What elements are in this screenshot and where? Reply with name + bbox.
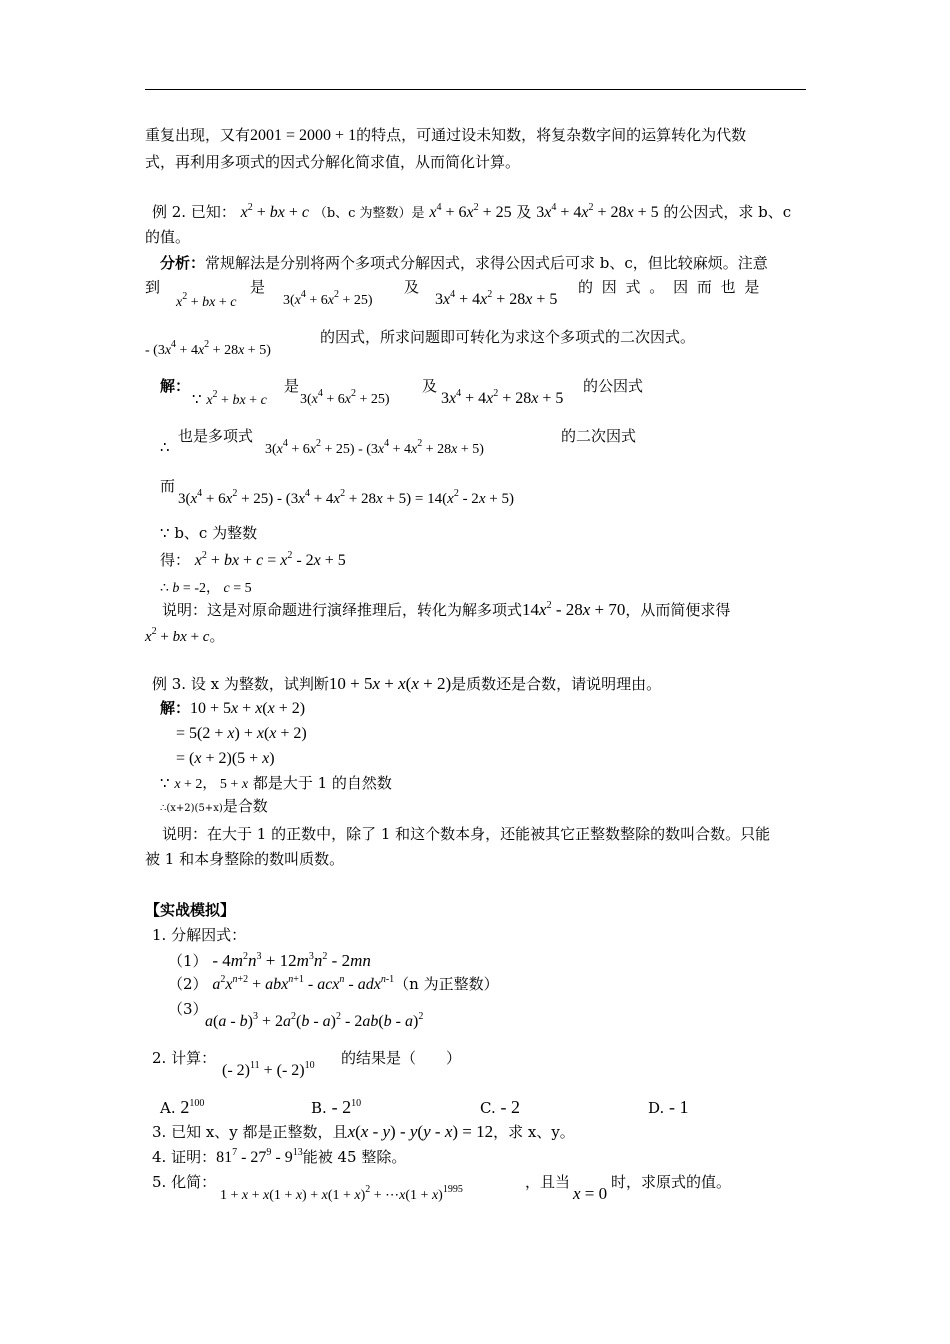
sol-gongyinshi: 的公因式 bbox=[583, 377, 644, 395]
analysis-poly-4: - $(3x^4 + 4x^2 + 28x + 5)$ bbox=[145, 339, 271, 358]
q1-part1: $(1) - 4m^2n^3 + 12m^3n^2 - 2mn$ bbox=[168, 951, 371, 970]
analysis-shi: 是 bbox=[250, 278, 266, 296]
ex3-step-3: = (x + 2)(5 + x) bbox=[176, 750, 275, 767]
q4: 4. 证明：$81^7 - 27^9 - 9^{13}$能被 45 整除。 bbox=[152, 1147, 407, 1166]
practice-title: 【实战模拟】 bbox=[145, 901, 236, 919]
sol-values: ∴ b = -2， c = 5 bbox=[160, 581, 252, 596]
q1-part2: （2） $a^2x^{n+2} + abx^{n+1} - acx^n - adx^{n-1}(n$ 为正整数） bbox=[168, 974, 499, 993]
analysis-line-3: 的因式，所求问题即可转化为求这个多项式的二次因式。 bbox=[320, 328, 696, 346]
analysis-line-1: 分析：常规解法是分别将两个多项式分解因式，求得公因式后可求 b、c，但比较麻烦。注意 bbox=[160, 254, 768, 272]
sol-poly-result: $3(x^4 + 6x^2 + 25) - (3x^4 + 4x^2 + 28x + 5) = 14(x^2 - 2x + 5)$ bbox=[178, 488, 514, 507]
analysis-ji: 及 bbox=[404, 278, 420, 296]
q2-option-d: D. - 1 bbox=[648, 1097, 689, 1117]
analysis-poly-2: $3(x^4 + 6x^2 + 25)$ bbox=[283, 289, 373, 308]
q1-part3: $a(a - b)^3 + 2a^2(b - a)^2 - 2ab(b - a)^2$ bbox=[205, 1011, 424, 1030]
sol-ji: 及 bbox=[422, 377, 438, 395]
q5-mid: ，且当 bbox=[525, 1173, 571, 1191]
q2-expr: (- 2)$^{11}$ + (- 2)$^{10}$ bbox=[222, 1060, 315, 1079]
sol-result: 得： $x^2$ + bx + $c = x^2 - 2x + 5$ bbox=[160, 550, 346, 569]
ex2-note-end: $x^2$ + bx + c。 bbox=[145, 626, 225, 645]
sol-poly-diff: $3(x^4 + 6x^2 + 25) - (3x^4 + 4x^2 + 28x + 5)$ bbox=[265, 438, 484, 457]
example2-statement: 例 2. 已知： $x^2$ + bx + c （b、c 为整数）是 $x^4 + 6x^2 + 25$ 及 $3x^4 + 4x^2 + 28x + 5$ 的公因式，求 b、c bbox=[152, 202, 792, 221]
q5-expr: $1 + x + x(1 + x) + x(1 + x)^2$ + ⋯x(1 + x)$^{1995}$ bbox=[220, 1184, 463, 1203]
example3-statement: 例 3. 设 x 为整数，试判断10 + 5x + x(x + 2)是质数还是合数，请说明理由。 bbox=[152, 674, 662, 693]
q2-option-b: B. - $2^{10}$ bbox=[311, 1097, 362, 1117]
because-symbol: ∵ $x^2$ + bx + c bbox=[192, 389, 267, 408]
q2-option-a: A. $2^{100}$ bbox=[160, 1097, 205, 1117]
ex3-note-2: 被 1 和本身整除的数叫质数。 bbox=[145, 850, 345, 868]
analysis-yinshi: 的 因 式 。 因 而 也 是 bbox=[578, 278, 762, 296]
q2: 2. 计算： bbox=[152, 1049, 217, 1067]
analysis-label-dao: 到 bbox=[145, 278, 161, 296]
ex3-since: ∵ x + 2， 5 + x 都是大于 1 的自然数 bbox=[160, 774, 392, 792]
solution-label: 解： bbox=[160, 377, 191, 395]
q2-tail: 的结果是（ ） bbox=[341, 1049, 462, 1067]
sol-poly-a: $3(x^4 + 6x^2 + 25)$ bbox=[300, 388, 390, 407]
q5-tail: 时，求原式的值。 bbox=[611, 1173, 732, 1191]
therefore-symbol: ∴ bbox=[160, 438, 170, 456]
q1-title: 1. 分解因式： bbox=[152, 926, 247, 944]
sol-er: 而 bbox=[160, 477, 176, 495]
example2-statement-end: 的值。 bbox=[145, 228, 191, 246]
sol-bc-integer: ∵ b、c 为整数 bbox=[160, 524, 258, 542]
sol-poly-b: $3x^4 + 4x^2 + 28x + 5$ bbox=[441, 388, 564, 407]
ex2-note: 说明：这是对原命题进行演绎推理后，转化为解多项式$14x^2 - 28x + 70$，从而简便求得 bbox=[162, 600, 731, 619]
ex3-conclusion: ∴(x+2)(5+x)是合数 bbox=[160, 797, 268, 815]
ex3-step-1: 解：10 + 5x + x(x + 2) bbox=[160, 699, 306, 717]
sol-also: 也是多项式 bbox=[178, 427, 254, 445]
header-rule bbox=[145, 89, 806, 90]
intro-line-2: 式，再利用多项式的因式分解化简求值，从而简化计算。 bbox=[145, 153, 521, 171]
ex3-note-1: 说明：在大于 1 的正数中，除了 1 和这个数本身，还能被其它正整数整除的数叫合数。只能 bbox=[162, 825, 771, 843]
q5-cond: x = 0 bbox=[573, 1184, 608, 1203]
analysis-poly-1: $x^2$ + bx + c bbox=[176, 291, 237, 310]
q3: 3. 已知 x、y 都是正整数，且x(x - y) - y(y - x) = 12，求 x、y。 bbox=[152, 1122, 575, 1141]
ex3-step-2: = 5(2 + x) + x(x + 2) bbox=[176, 725, 307, 742]
intro-line-1: 重复出现，又有2001 = 2000 + 1的特点，可通过设未知数，将复杂数字间的运算转化为代数 bbox=[145, 126, 747, 144]
q2-option-c: C. - 2 bbox=[480, 1097, 520, 1117]
sol-quadratic: 的二次因式 bbox=[561, 427, 637, 445]
analysis-poly-3: $3x^4 + 4x^2 + 28x + 5$ bbox=[435, 289, 558, 308]
q5-label: 5. 化简： bbox=[152, 1173, 217, 1191]
q1-part3-label: （3） bbox=[168, 1000, 208, 1018]
sol-shi: 是 bbox=[284, 377, 300, 395]
